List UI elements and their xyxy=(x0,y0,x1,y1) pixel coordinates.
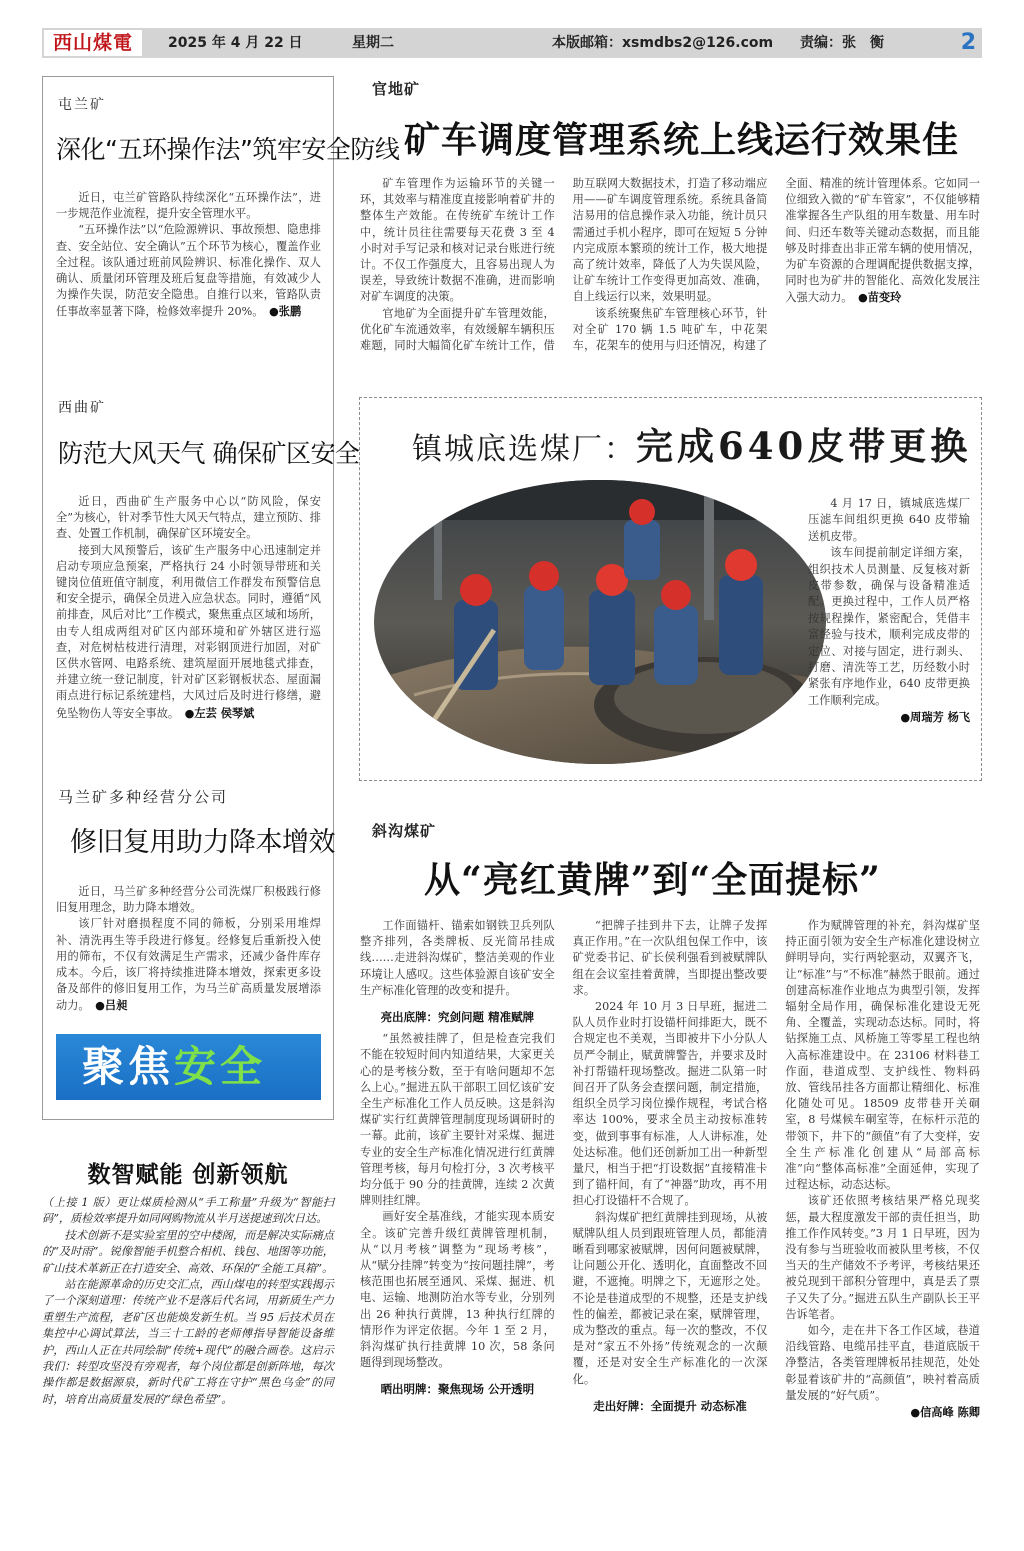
article-kicker: 西曲矿 xyxy=(58,400,106,416)
section-heading: 走出好牌：全面提升 动态标准 xyxy=(593,1398,747,1413)
paragraph: 该厂针对磨损程度不同的筛板，分别采用堆焊补、清洗再生等手段进行修复。经修复后重新投入使用的筛布，不仅有效满足生产需求，还减少备件库存成本。今后，该厂将持续推进降本增效，探索更多设备及部件的修旧复用工作，为马兰矿高质量发展增添动力。 ●吕昶 xyxy=(56,917,321,1013)
weekday: 星期二 xyxy=(352,35,394,51)
paragraph: （上接 1 版）更让煤质检测从“手工称量”升级为“智能扫码”，质检效率提升如同网购物流从半月送提速到次日达。 xyxy=(42,1196,334,1226)
paragraph: 矿车管理作为运输环节的关键一环，其效率与精准度直接影响着矿井的整体生产效能。在传统矿车统计工作中，统计员往往需要每天花费 3 至 4 小时对手写记录和核对记录台账进行统计。不仅工作强度大，且容易出现人为误差，导致统计数据不准确，进而影响对矿车调度的决策。 xyxy=(360,177,555,304)
byline: ●信高峰 陈卿 xyxy=(910,1405,980,1420)
paragraph: 作为赋牌管理的补充，斜沟煤矿坚持正面引领为安全生产标准化建设树立鲜明导向，实行两轮驱动，双翼齐飞，让“标准”与“不标准”赫然于眼前。通过创建高标准作业地点为典型引领，发挥辐射全局作用，确保标准化建设无死角、全覆盖，实现动态达标。同时，将钻探施工点、风桥施工等零星工程也纳入高标准建设中。在 23106 材料巷工作面，巷道成型、支护线性、物料码放、管线吊挂各方面都让精细化、标准化随处可见。18509 皮带巷开关硐室，8 号煤候车硐室等，在标杆示范的带领下，井下的“颜值”有了大变样，安全生产标准化创建从“局部高标准”向“整体高标准”全面延伸，实现了过程达标，动态达标。 xyxy=(785,919,980,1192)
article-body xyxy=(360,918,980,1518)
paragraph: 站在能源革命的历史交汇点，西山煤电的转型实践揭示了一个深刻道理：传统产业不是落后代名词，用新质生产力重塑生产流程，老矿区也能焕发新生机。当 95 后技术员在集控中心调试算法，当三十工龄的老师傅指导智能设备维护，西山人正在共同绘制“传统+现代”的融合画卷。这启示我们：转型攻坚没有旁观者，每个岗位都是创新阵地，每次操作都是数据源泉，新时代矿工将在守护“黑色乌金”的同时，培育出高质量发展的“绿色希望”。 xyxy=(42,1278,334,1406)
masthead-logo: 西山煤電 xyxy=(44,30,142,56)
paragraph: 接到大风预警后，该矿生产服务中心迅速制定并启动专项应急预案，严格执行 24 小时领导带班和关键岗位值班值守制度，利用微信工作群发布预警信息和安全提示，确保全员进入应急状态。同时，遵循“风前排查，风后对比”工作模式，聚焦重点区域和场所，由专人组成两组对矿区内部环境和矿外辖区进行巡查，对危树枯枝进行清理，对彩钢顶进行加固，对矿区供水管网、电路系统、建筑屋面开展地毯式排查，并建立统一登记制度，针对矿区彩钢板状态、屋面漏雨点进行标记系统建档，大风过后及时进行修缮，避免坠物伤人等安全事故。 ●左芸 侯琴斌 xyxy=(56,543,321,720)
paragraph: 近日，西曲矿生产服务中心以“防风险，保安全”为核心，针对季节性大风天气特点，建立预防、排查、处置工作机制，确保矿区环境安全。 xyxy=(56,495,321,541)
paragraph: 4 月 17 日，镇城底选煤厂压滤车间组织更换 640 皮带输送机皮带。 xyxy=(808,497,970,543)
page-number: 2 xyxy=(960,30,976,55)
byline: ●吕昶 xyxy=(95,998,128,1013)
paragraph: 画好安全基准线，才能实现本质安全。该矿完善升级红黄牌管理机制，从“以月考核”调整为“现场考核”，从“赋分挂牌”转变为“按问题挂牌”，考核范围也拓展至通风、采煤、掘进、机电、运输、地测防治水等专业，分别列出 26 种执行黄牌，13 种执行红牌的情形作为评定依据。今年 1 至 2 月，斜沟煤矿执行挂黄牌 10 次，58 条问题得到现场整改。 xyxy=(360,1210,555,1370)
paragraph: “虽然被挂牌了，但是检查完我们不能在较短时间内知道结果，大家更关心的是考核分数，至于有啥问题却不怎么上心。”掘进五队干部职工回忆该矿安全生产标准化工作人员反映。这是斜沟煤矿实行红黄牌管理制度现场调研时的一幕。此前，该矿主要针对采煤、掘进专业的安全生产标准化情况进行红黄牌管理考核，每月句检打分，3 次考核平均分低于 90 分的挂黄牌，连续 2 次黄牌则挂红牌。 xyxy=(360,1032,555,1208)
paragraph: “把牌子挂到井下去，让牌子发挥真正作用。”在一次队组包保工作中，该矿党委书记、矿长侯利强看到被赋牌队组在会议室挂着黄牌，当即提出整改要求。 xyxy=(572,919,768,997)
headline: 矿车调度管理系统上线运行效果佳 xyxy=(404,120,960,161)
paragraph: 近日，马兰矿多种经营分公司洗煤厂积极践行修旧复用理念，助力降本增效。 xyxy=(56,885,321,915)
article-kicker: 马兰矿多种经营分公司 xyxy=(58,788,229,806)
article-body xyxy=(808,496,970,726)
byline: ●周瑞芳 杨飞 xyxy=(900,710,970,725)
byline: ●苗变玲 xyxy=(858,290,902,305)
paragraph: 斜沟煤矿把红黄牌挂到现场，从被赋牌队组人员到跟班管理人员，都能清晰看到哪家被赋牌，因何问题被赋牌，让问题公开化、透明化，直面整改不回避，不遮掩。明牌之下，无遮形之处。不论是巷道成型的不规整，还是支护线性的偏差，都被记录在案，赋牌管理，成为整改的重点。每一次的整改，不仅是对“家五不外扬”传统观念的一次颠覆，还是对安全生产标准化的一次深化。 xyxy=(572,1210,768,1386)
paragraph: 该车间提前制定详细方案，组织技术人员测量、反复核对新皮带参数，确保与设备精准适配。更换过程中，工作人员严格按规程操作，紧密配合，凭借丰富经验与技术，顺利完成皮带的定位、对接与固定，进行剥头、打磨、清洗等工艺，历经数小时紧张有序地作业，640 皮带更换工作顺利完成。 xyxy=(808,546,970,707)
commentary-body xyxy=(42,1195,334,1408)
commentary-title: 数智赋能 创新领航 xyxy=(87,1162,289,1188)
article-kicker: 斜沟煤矿 xyxy=(372,822,437,840)
article-body xyxy=(56,190,321,321)
article-kicker: 屯兰矿 xyxy=(58,97,106,113)
article-body xyxy=(360,176,980,366)
paragraph: 如今，走在井下各工作区域，巷道沿线管路、电缆吊挂平直，巷道底版干净整洁，各类管理牌板吊挂规范，处处彰显着该矿井的“高颜值”，映衬着高质量发展的“好气质”。 xyxy=(785,1324,980,1402)
paragraph: 工作面锚杆、锚索如钢铁卫兵列队整齐排列，各类牌板、反光简吊挂成线……走进斜沟煤矿，整洁美观的作业环境让人感叹。这些体验源自该矿安全生产标准化管理的改变和提升。 xyxy=(360,919,555,997)
headline: 镇城底选煤厂：完成640皮带更换 xyxy=(412,424,972,468)
paragraph: 该矿还依照考核结果严格兑现奖惩，最大程度激发干部的责任担当，助推工作作风转变。”3 月 1 日早班，因为没有参与当班验收而被队里考核，不仅当天的生产储效不予考评，考核结果还被兑现到干部积分管理中，真是丢了票子又失了分。”掘进五队生产副队长王平告诉笔者。 xyxy=(785,1194,980,1321)
paragraph: 2024 年 10 月 3 日早班，掘进二队人员作业时打设锚杆间排距大，既不合规定也不美观，当即被井下小分队人员严令制止，赋黄牌警告，并要求及时补打帮锚杆现场整改。掘进二队第一时间召开了队务会查摆问题，制定措施，组织全员学习岗位操作规程，考试合格率达 100%，要求全员主动按标准转变，做到事事有标准，人人讲标准，处处达标准。他们还创新加工出一种新型量尺，相当于把“打设数据”直接精准卡到了锚杆间，有了“神器”助攻，再不用担心打设锚杆不合规了。 xyxy=(572,1000,768,1208)
issue-date: 2025 年 4 月 22 日 xyxy=(168,35,303,51)
editor: 责编：张 衡 xyxy=(800,35,884,51)
section-heading: 晒出明牌：聚焦现场 公开透明 xyxy=(380,1382,535,1397)
article-kicker: 官地矿 xyxy=(372,80,421,98)
byline: ●张鹏 xyxy=(269,304,302,319)
workers-in-red-helmets-replacing-conveyor-belt-icon xyxy=(374,480,826,764)
paragraph: 官地矿为全面提升矿车管理效能，优化矿车流通效率，有效缓解车辆积压难题，同时大幅简化矿车统计工作，借助互联网大数据技术，打造了移动端应用——矿车调度管理系统。系统具备简洁易用的信息操作录入功能，统计员只需通过手机小程序，即可在短短 5 分钟内完成原本繁琐的统计工作，极大地提高了统计效率，降低了人为失误风险，让矿车统计工作变得更加高效、准确，自上线运行以来，效果明显。 xyxy=(360,177,768,353)
byline: ●左芸 侯琴斌 xyxy=(184,705,255,720)
article-body xyxy=(56,494,321,722)
focus-safety-banner: 聚焦安全 xyxy=(56,1034,321,1100)
paragraph: 该系统聚焦矿车管理核心环节，针对全矿 170 辆 1.5 吨矿车，中花架车，花架车的使用与归还情况，构建了全面、精准的统计管理体系。它如同一位细致入微的“矿车管家”，不仅能够精准掌握各生产队组的用车数量、用车时间、归还车数等关键动态数据，而且能够及时排查出非正常车辆的使用情况，为矿车资源的合理调配提供数据支撑，同时也为矿井的智能化、高效化发展注入强大动力。 ●苗变玲 xyxy=(572,177,980,353)
section-heading: 亮出底牌：究剑问题 精准赋牌 xyxy=(380,1010,535,1025)
article-title: 防范大风天气 确保矿区安全 xyxy=(58,439,360,468)
paragraph: “五环操作法”以“危险源辨识、事故预想、隐患排查、安全站位、安全确认”五个环节为核心，覆盖作业全过程。该队通过班前风险辨识、标准化操作、双人确认、质量闭环管理及班后复盘等措施，有效减少人为操作失误，防范安全隐患。自推行以来，管路队责任事故率显著下降，检修效率提升 20%。 ●张鹏 xyxy=(56,223,321,319)
paragraph: 近日，屯兰矿管路队持续深化“五环操作法”，进一步规范作业流程，提升安全管理水平。 xyxy=(56,191,321,221)
headline: 从“亮红黄牌”到“全面提标” xyxy=(424,859,881,901)
paragraph: 技术创新不是实验室里的空中楼阁，而是解决实际痛点的“及时雨”。锐像智能手机整合相机、钱包、地图等功能，矿山技术革新正在打造安全、高效、环保的“全能工具箱”。 xyxy=(42,1228,334,1275)
email: 本版邮箱：xsmdbs2@126.com xyxy=(552,35,774,51)
article-title: 修旧复用助力降本增效 xyxy=(70,827,335,858)
article-title: 深化“五环操作法”筑牢安全防线 xyxy=(56,135,400,164)
article-body xyxy=(56,884,321,1015)
